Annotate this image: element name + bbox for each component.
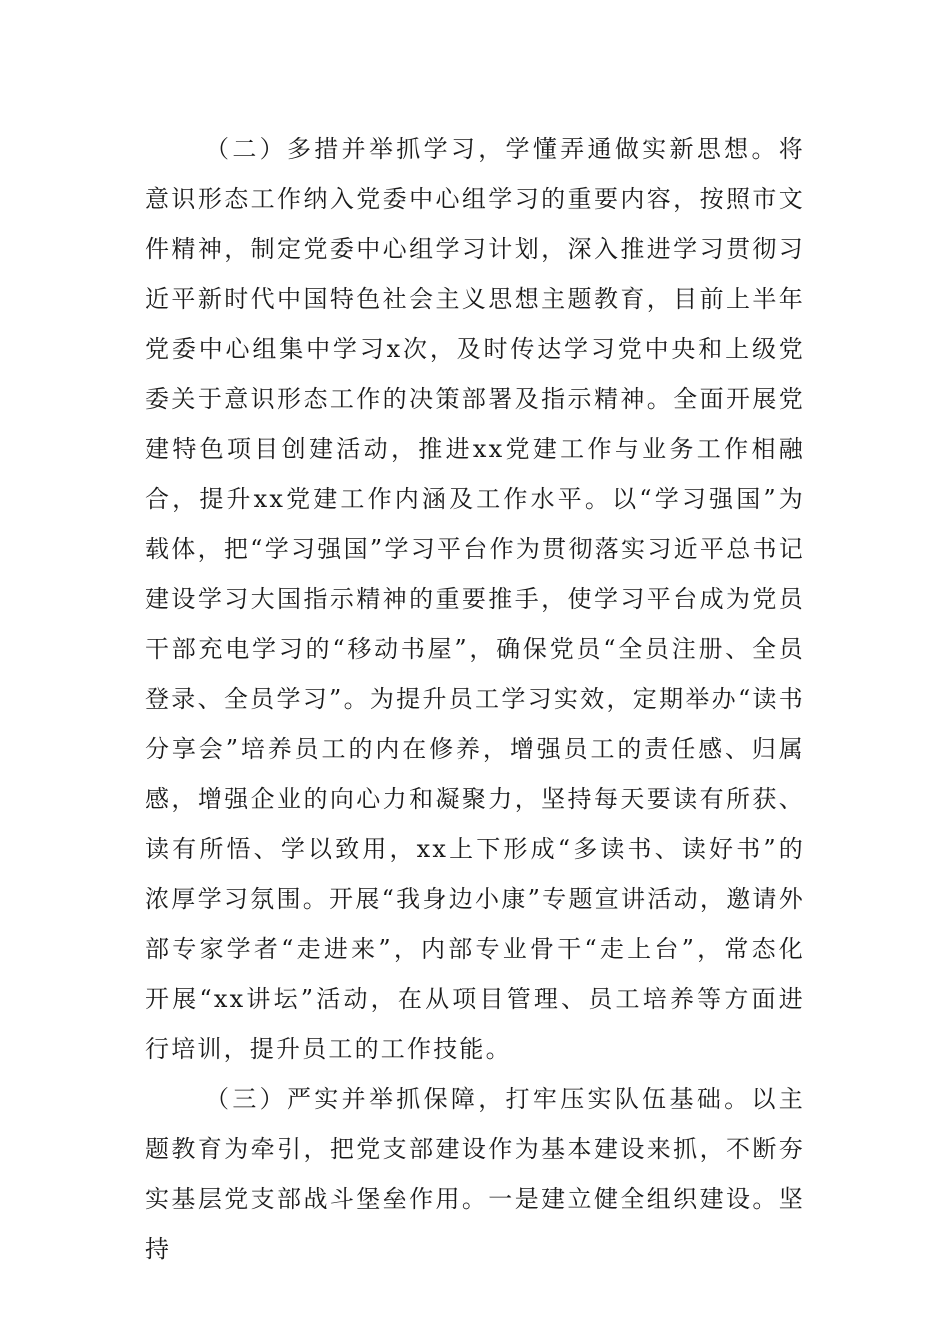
paragraph-study: （二）多措并举抓学习，学懂弄通做实新思想。将意识形态工作纳入党委中心组学习的重要内容，按照市文件精神，制定党委中心组学习计划，深入推进学习贯彻习近平新时代中国特色社会主义思想主题教育，目前上半年党委中心组集中学习x次，及时传达学习党中央和上级党委关于意识形态工作的决策部署及指示精神。全面开展党建特色项目创建活动，推进xx党建工作与业务工作相融合，提升xx党建工作内涵及工作水平。以“学习强国”为载体，把“学习强国”学习平台作为贯彻落实习近平总书记建设学习大国指示精神的重要推手，使学习平台成为党员干部充电学习的“移动书屋”，确保党员“全员注册、全员登录、全员学习”。为提升员工学习实效，定期举办“读书分享会”培养员工的内在修养，增强员工的责任感、归属感，增强企业的向心力和凝聚力，坚持每天要读有所获、读有所悟、学以致用，xx上下形成“多读书、读好书”的浓厚学习氛围。开展“我身边小康”专题宣讲活动，邀请外部专家学者“走进来”，内部专业骨干“走上台”，常态化开展“xx讲坛”活动，在从项目管理、员工培养等方面进行培训，提升员工的工作技能。 [145, 135, 805, 1063]
document-body [145, 124, 805, 1274]
paragraph-guarantee: （三）严实并举抓保障，打牢压实队伍基础。以主题教育为牵引，把党支部建设作为基本建设来抓，不断夯实基层党支部战斗堡垒作用。一是建立健全组织建设。坚持 [145, 1085, 805, 1263]
